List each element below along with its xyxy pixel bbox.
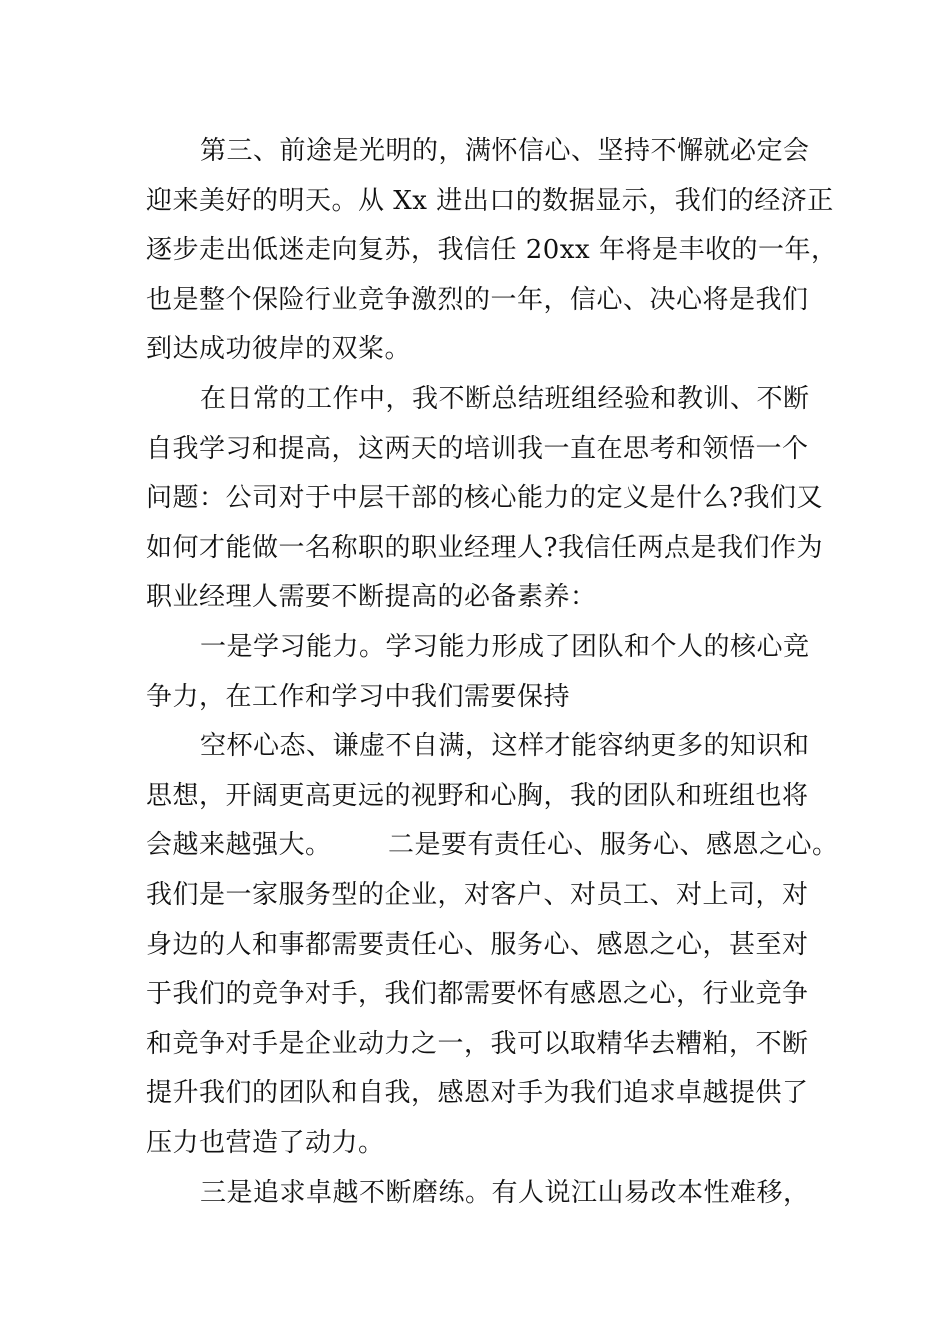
text-line: 迎来美好的明天。从 Xx 进出口的数据显示，我们的经济正: [146, 186, 834, 216]
text-line: 提升我们的团队和自我，感恩对手为我们追求卓越提供了: [146, 1078, 809, 1108]
text-line: 会越来越强大。: [146, 830, 332, 860]
text-line: 和竞争对手是企业动力之一，我可以取精华去糟粕，不断: [146, 1029, 809, 1059]
text-line: 在日常的工作中，我不断总结班组经验和教训、不断: [200, 384, 810, 414]
text-line: 到达成功彼岸的双桨。: [146, 334, 412, 364]
text-line: 一是学习能力。学习能力形成了团队和个人的核心竞: [200, 632, 810, 662]
text-line: 思想，开阔更高更远的视野和心胸，我的团队和班组也将: [146, 781, 809, 811]
text-line: 如何才能做一名称职的职业经理人?我信任两点是我们作为: [146, 533, 823, 563]
text-line: 空杯心态、谦虚不自满，这样才能容纳更多的知识和: [200, 731, 810, 761]
text-line: 争力，在工作和学习中我们需要保持: [146, 682, 571, 712]
text-line: 于我们的竞争对手，我们都需要怀有感恩之心，行业竞争: [146, 979, 809, 1009]
text-line: 第三、前途是光明的，满怀信心、坚持不懈就必定会: [200, 136, 810, 166]
text-line: 压力也营造了动力。: [146, 1128, 385, 1158]
text-line: 也是整个保险行业竞争激烈的一年，信心、决心将是我们: [146, 285, 809, 315]
text-line: 身边的人和事都需要责任心、服务心、感恩之心，甚至对: [146, 930, 809, 960]
text-line: 自我学习和提高，这两天的培训我一直在思考和领悟一个: [146, 434, 809, 464]
text-line: 我们是一家服务型的企业，对客户、对员工、对上司，对: [146, 880, 809, 910]
text-line: 问题：公司对于中层干部的核心能力的定义是什么?我们又: [146, 483, 823, 513]
text-line: 二是要有责任心、服务心、感恩之心。: [388, 830, 839, 860]
text-line: 职业经理人需要不断提高的必备素养：: [146, 582, 597, 612]
text-line: 逐步走出低迷走向复苏，我信任 20xx 年将是丰收的一年，: [146, 235, 838, 265]
text-line: 三是追求卓越不断磨练。有人说江山易改本性难移，: [200, 1178, 810, 1208]
